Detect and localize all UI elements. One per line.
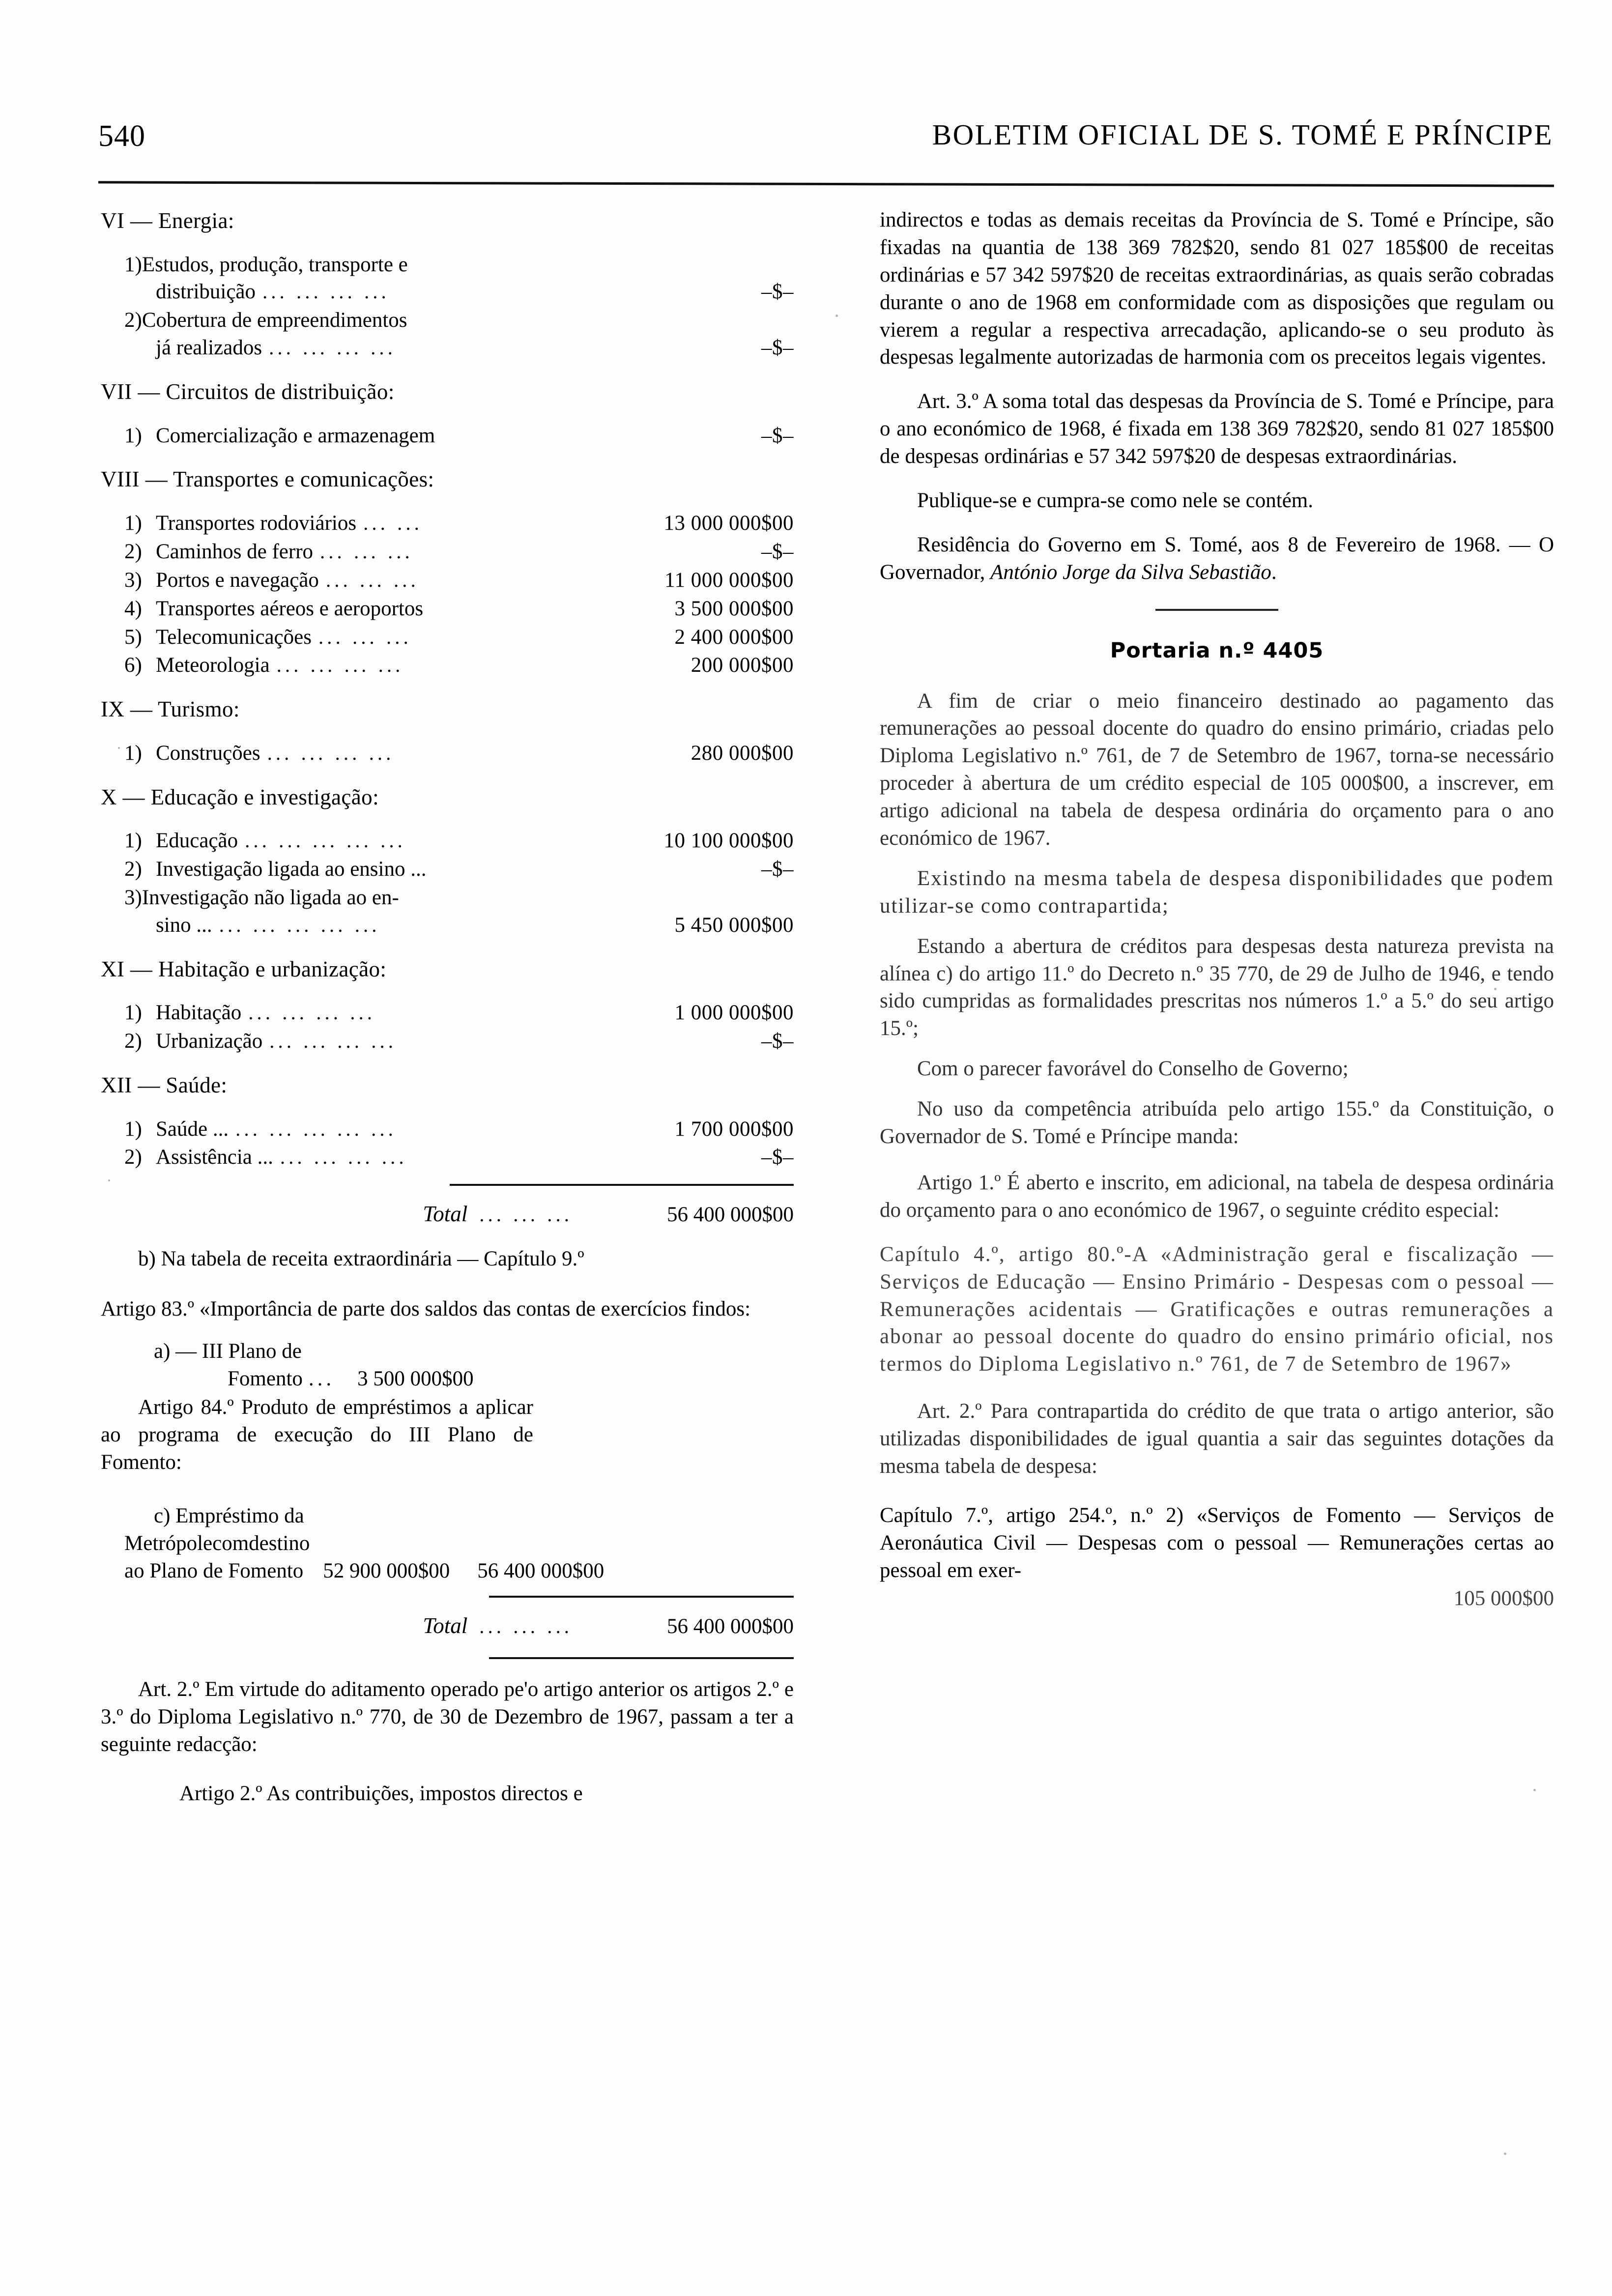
- artigo-83-paragraph: Artigo 83.º «Importância de parte dos saldos das contas de exercícios findos:: [101, 1297, 751, 1321]
- masthead-rule: [98, 181, 1554, 187]
- entry-label-cont: distribuição: [156, 280, 256, 304]
- entry-number: 1): [124, 511, 142, 535]
- leader-dots: ... ... ...: [325, 568, 419, 591]
- entry-amount: –$–: [761, 1146, 794, 1169]
- section-entries-vii: [101, 422, 794, 450]
- list-item: [101, 884, 794, 939]
- capitulo-4-text: Capítulo 4.º, artigo 80.º-A «Administração geral e fiscalização — Serviços de Educação — Ensino Primário - Despesas com o pessoal — Remunerações acidentais — Gratificações e outras remunerações a abonar ao pessoal docente do quadro do ensino primário oficial, nos termos do Diploma Legislativo n.º 761, de 7 de Setembro de 1967»: [880, 1242, 1554, 1376]
- residencia-suffix: .: [1271, 560, 1277, 584]
- entry-amount: –$–: [761, 280, 794, 304]
- artigo-1-paragraph: Artigo 1.º É aberto e inscrito, em adicional, na tabela de despesa ordinária do orçamento para o ano económico de 1967, o seguinte crédito especial:: [880, 1171, 1554, 1222]
- entry-label: Habitação: [156, 1001, 242, 1025]
- list-item: [101, 856, 794, 883]
- list-item: [101, 307, 794, 362]
- entry-amount: 280 000$00: [691, 741, 794, 765]
- leader-dots: ... ... ... ...: [276, 654, 404, 677]
- section-entries-x: [101, 827, 794, 939]
- section-entries-xii: [101, 1116, 794, 1172]
- entry-amount: –$–: [761, 858, 794, 881]
- entry-label: Meteorologia: [156, 654, 270, 677]
- section-divider: [1155, 609, 1278, 611]
- leader-dots: ... ... ... ...: [267, 741, 395, 764]
- leader-dots: ... ... ... ... ...: [219, 913, 380, 936]
- entry-number: 1): [124, 741, 142, 765]
- item-c-line2: Metrópolecomdestino: [124, 1532, 310, 1555]
- entry-number: 2): [124, 1030, 142, 1053]
- section-entries-vi: [101, 251, 794, 362]
- entry-label: Comercialização e armazenagem: [156, 424, 435, 447]
- entry-amount: 5 450 000$00: [674, 913, 794, 937]
- entry-label: Cobertura de empreendimentos: [142, 309, 407, 332]
- entry-amount: 2 400 000$00: [674, 625, 794, 649]
- leader-dots: ... ... ... ...: [280, 1146, 407, 1169]
- left-column: [101, 206, 794, 1808]
- entry-label-cont: sino ...: [156, 913, 212, 937]
- leader-dots: ... ... ...: [479, 1203, 573, 1226]
- entry-label: Telecomunicações: [156, 625, 312, 649]
- entry-number: 1): [124, 1117, 142, 1141]
- entry-number: 4): [124, 597, 142, 620]
- entry-label: Urbanização: [156, 1030, 263, 1053]
- entry-amount: 13 000 000$00: [663, 511, 794, 535]
- total-rule-below: [489, 1657, 794, 1659]
- item-c-amount-1: 52 900 000$00: [323, 1559, 450, 1583]
- section-heading-ix: IX — Turismo:: [101, 697, 240, 722]
- entry-label: Investigação ligada ao ensino ...: [156, 858, 427, 881]
- item-a-block: [101, 1338, 794, 1393]
- list-item: [101, 510, 794, 537]
- leader-dots: ... ... ... ... ...: [245, 829, 406, 852]
- entry-label: Transportes aéreos e aeroportos: [156, 597, 424, 620]
- entry-number: 1): [124, 424, 142, 447]
- entry-label: Portos e navegação: [156, 568, 319, 592]
- section-heading-x: X — Educação e investigação:: [101, 784, 379, 809]
- portaria-paragraph-1: A fim de criar o meio financeiro destinado ao pagamento das remunerações ao pessoal docente do quadro do ensino primário, criadas pelo Diploma Legislativo n.º 761, de 7 de Setembro de 1967, torna-se necessário proceder à abertura de um crédito especial de 105 000$00, a inscrever, em artigo adicional na tabela de despesa ordinária do orçamento para o ano económico de 1967.: [880, 689, 1554, 850]
- residencia-text: Residência do Governo em S. Tomé, aos 8 de Fevereiro de 1968. — O Governador,: [880, 533, 1554, 584]
- total-amount: 56 400 000$00: [667, 1615, 794, 1638]
- entry-number: 2): [124, 540, 142, 563]
- item-c-line1: c) Empréstimo da: [154, 1504, 304, 1528]
- section-heading-vii: VII — Circuitos de distribuição:: [101, 379, 395, 404]
- list-item: [101, 595, 794, 623]
- total-row-second: [101, 1611, 794, 1640]
- list-item: [101, 422, 794, 450]
- leader-dots: ... ...: [363, 511, 423, 534]
- total-amount: 56 400 000$00: [667, 1203, 794, 1227]
- leader-dots: ...: [308, 1367, 335, 1390]
- list-item: [101, 999, 794, 1027]
- entry-number: 3): [124, 568, 142, 592]
- item-c-line3: ao Plano de Fomento: [124, 1559, 304, 1583]
- artigo-2-quote-paragraph: Artigo 2.º As contribuições, impostos directos e: [179, 1781, 583, 1805]
- entry-number: 5): [124, 625, 142, 649]
- art-2-paragraph: Art. 2.º Em virtude do aditamento operado pe'o artigo anterior os artigos 2.º e 3.º do Diploma Legislativo n.º 770, de 30 de Dezembro de 1967, passam a ter a seguinte redacção:: [101, 1678, 794, 1756]
- entry-label: Assistência ...: [156, 1146, 273, 1169]
- list-item: [101, 538, 794, 566]
- section-entries-xi: [101, 999, 794, 1055]
- item-a-line2: Fomento: [228, 1367, 303, 1390]
- right-column: [880, 206, 1554, 1610]
- entry-amount: 3 500 000$00: [674, 597, 794, 620]
- item-c-amount-2: 56 400 000$00: [477, 1559, 604, 1583]
- leader-dots: ... ... ... ...: [248, 1001, 376, 1024]
- portaria-paragraph-3: Estando a abertura de créditos para despesas desta natureza prevista na alínea c) do artigo 11.º do Decreto n.º 35 770, de 29 de Julho de 1946, e tendo sido cumpridas as formalidades prescritas nos números 1.º a 5.º do seu artigo 15.º;: [880, 934, 1554, 1040]
- capitulo-4-amount: 105 000$00: [1453, 1586, 1554, 1610]
- residencia-paragraph: [880, 531, 1554, 586]
- page-number: 540: [98, 119, 145, 153]
- entry-amount: –$–: [761, 1030, 794, 1053]
- list-item: [101, 1144, 794, 1171]
- section-entries-ix: [101, 740, 794, 767]
- artigo-84-paragraph: Artigo 84.º Produto de empréstimos a aplicar ao programa de execução do III Plano de Fomento:: [101, 1395, 533, 1474]
- item-a-line1: a) — III Plano de: [154, 1339, 302, 1363]
- entry-number: 1): [124, 1001, 142, 1025]
- entry-label: Estudos, produção, transporte e: [142, 253, 408, 276]
- entry-amount: –$–: [761, 424, 794, 447]
- entry-label: Educação: [156, 829, 238, 853]
- portaria-paragraph-5: No uso da competência atribuída pelo artigo 155.º da Constituição, o Governador de S. Tomé e Príncipe manda:: [880, 1097, 1554, 1148]
- entry-amount: –$–: [761, 540, 794, 563]
- entry-label: Transportes rodoviários: [156, 511, 357, 535]
- entry-number: 2): [124, 1146, 142, 1169]
- total-row-first: [101, 1200, 794, 1229]
- entry-number: 2): [124, 309, 142, 332]
- section-heading-xii: XII — Saúde:: [101, 1073, 228, 1098]
- entry-number: 1): [124, 253, 142, 276]
- entry-label: Construções: [156, 741, 260, 765]
- leader-dots: ... ... ...: [318, 625, 412, 648]
- entry-number: 3): [124, 886, 142, 909]
- leader-dots: ... ... ... ... ...: [235, 1117, 397, 1140]
- item-b-paragraph: b) Na tabela de receita extraordinária — Capítulo 9.º: [138, 1247, 584, 1271]
- total-rule-above: [489, 1596, 794, 1598]
- list-item: [101, 1116, 794, 1143]
- list-item: [101, 567, 794, 594]
- item-c-block: [101, 1502, 794, 1585]
- list-item: [101, 624, 794, 651]
- total-label: Total: [423, 1202, 468, 1227]
- section-heading-xi: XI — Habitação e urbanização:: [101, 956, 387, 981]
- list-item: [101, 827, 794, 855]
- publication-title: BOLETIM OFICIAL DE S. TOMÉ E PRÍNCIPE: [932, 118, 1553, 151]
- entry-amount: 10 100 000$00: [663, 829, 794, 853]
- entry-label-cont: já realizados: [156, 336, 262, 360]
- leader-dots: ... ... ... ...: [269, 336, 396, 359]
- entry-amount: 1 000 000$00: [674, 1001, 794, 1025]
- leader-dots: ... ... ... ...: [269, 1030, 397, 1053]
- portaria-heading: Portaria n.º 4405: [1110, 638, 1324, 663]
- entry-label: Saúde ...: [156, 1117, 229, 1141]
- entry-amount: 200 000$00: [691, 654, 794, 677]
- portaria-paragraph-4: Com o parecer favorável do Conselho de Governo;: [917, 1057, 1349, 1081]
- item-a-amount: 3 500 000$00: [357, 1367, 474, 1390]
- continued-paragraph: indirectos e todas as demais receitas da Província de S. Tomé e Príncipe, são fixadas na quantia de 138 369 782$20, sendo 81 027 185$00 de receitas ordinárias e 57 342 597$20 de receitas extraordinárias, as quais serão cobradas durante o ano de 1968 em conformidade com as disposições que regulam ou vierem a regular a respectiva arrecadação, aplicando-se o seu produto às despesas legalmente autorizadas de harmonia com os preceitos legais vigentes.: [880, 208, 1554, 369]
- entry-label: Investigação não ligada ao en-: [142, 886, 399, 909]
- section-heading-viii: VIII — Transportes e comunicações:: [101, 467, 434, 492]
- total-label: Total: [423, 1613, 468, 1638]
- total-rule: [450, 1184, 794, 1186]
- entry-number: 1): [124, 829, 142, 853]
- art-3-paragraph: Art. 3.º A soma total das despesas da Província de S. Tomé e Príncipe, para o ano económico de 1968, é fixada em 138 369 782$20, sendo 81 027 185$00 de despesas ordinárias e 57 342 597$20 de despesas extraordinárias.: [880, 390, 1554, 468]
- list-item: [101, 1028, 794, 1055]
- list-item: [101, 652, 794, 679]
- entry-label: Caminhos de ferro: [156, 540, 314, 563]
- entry-amount: 1 700 000$00: [674, 1117, 794, 1141]
- capitulo-7-paragraph: Capítulo 7.º, artigo 254.º, n.º 2) «Serviços de Fomento — Serviços de Aeronáutica Civil — Despesas com o pessoal — Remunerações certas ao pessoal em exer-: [880, 1503, 1554, 1582]
- list-item: [101, 740, 794, 767]
- publique-paragraph: Publique-se e cumpra-se como nele se contém.: [917, 489, 1313, 513]
- list-item: [101, 251, 794, 306]
- entry-number: 2): [124, 858, 142, 881]
- section-entries-viii: [101, 510, 794, 679]
- portaria-art-2-paragraph: Art. 2.º Para contrapartida do crédito de que trata o artigo anterior, são utilizadas disponibilidades de igual quantia a sair das seguintes dotações da mesma tabela de despesa:: [880, 1400, 1554, 1478]
- entry-number: 6): [124, 654, 142, 677]
- entry-amount: 11 000 000$00: [664, 568, 794, 592]
- portaria-paragraph-2: Existindo na mesma tabela de despesa disponibilidades que podem utilizar-se como contrapartida;: [880, 866, 1554, 918]
- page-masthead: [98, 114, 1553, 173]
- entry-amount: –$–: [761, 336, 794, 360]
- leader-dots: ... ... ... ...: [262, 280, 390, 303]
- governor-signature: António Jorge da Silva Sebastião: [990, 560, 1271, 584]
- leader-dots: ... ... ...: [320, 540, 413, 563]
- section-heading-vi: VI — Energia:: [101, 208, 234, 233]
- leader-dots: ... ... ...: [479, 1615, 573, 1638]
